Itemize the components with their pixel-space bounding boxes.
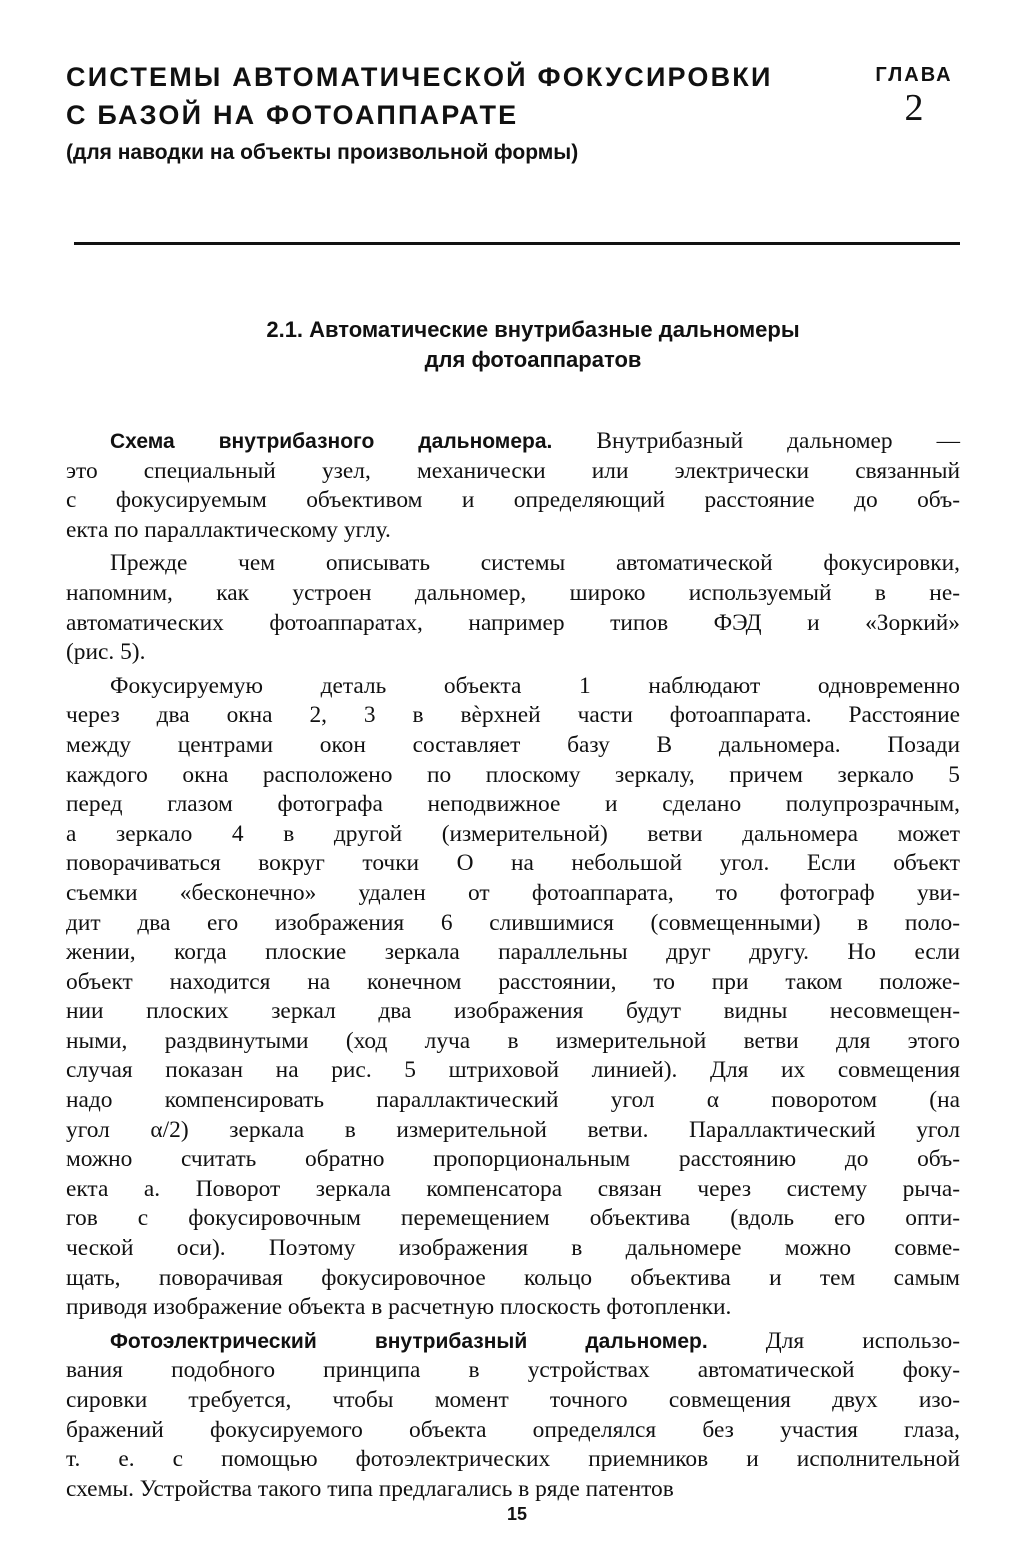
line-text: т. е. с помощью фотоэлектрических приемников и исполнительной <box>66 1446 960 1473</box>
text-line <box>66 1056 960 1086</box>
text-line <box>66 761 960 791</box>
text-line <box>66 1386 960 1416</box>
text-line <box>66 1327 960 1357</box>
section-title-line: 2.1. Автоматические внутрибазные дальномеры <box>266 317 800 342</box>
text-line <box>66 579 960 609</box>
text-line <box>66 1445 960 1475</box>
line-text: перед глазом фотографа неподвижное и сделано полупрозрачным, <box>66 791 960 818</box>
text-line <box>66 1234 960 1264</box>
text-line <box>66 701 960 731</box>
text-line <box>66 1293 960 1323</box>
line-text: приводя изображение объекта в расчетную плоскость фотопленки. <box>66 1294 732 1321</box>
line-text: екта a. Поворот зеркала компенсатора связан через систему рыча- <box>66 1175 960 1202</box>
text-line <box>66 457 960 487</box>
paragraph <box>66 672 960 1323</box>
line-text: это специальный узел, механически или электрически связанный <box>66 457 960 484</box>
page-number: 15 <box>506 1504 528 1524</box>
text-line <box>66 427 960 457</box>
line-text: сировки требуется, чтобы момент точного совмещения двух изо- <box>66 1387 960 1413</box>
line-text: случая показан на рис. 5 штриховой линией). Для их совмещения <box>66 1057 960 1084</box>
line-text: жении, когда плоские зеркала параллельны друг другу. Но если <box>66 939 960 966</box>
text-line <box>66 1145 960 1175</box>
line-text: через два окна 2, 3 в вèрхней части фотоаппарата. Расстояние <box>66 702 960 729</box>
text-line <box>66 1027 960 1057</box>
text-line <box>66 1175 960 1205</box>
line-text: Фокусируемую деталь объекта 1 наблюдают одновременно <box>110 672 960 699</box>
section-title-line: для фотоаппаратов <box>424 347 642 372</box>
run-in-heading: Фотоэлектрический внутрибазный дальномер. <box>110 1329 708 1353</box>
line-text: бражений фокусируемого объекта определялся без участия глаза, <box>66 1416 960 1443</box>
line-text: напомним, как устроен дальномер, широко используемый в не- <box>66 579 960 606</box>
horizontal-rule <box>74 242 960 245</box>
chapter-number: 2 <box>904 87 924 129</box>
text-line <box>66 549 960 579</box>
line-text: между центрами окон составляет базу B дальномера. Позади <box>66 731 960 758</box>
text-line <box>66 879 960 909</box>
text-line <box>66 909 960 939</box>
text-line <box>66 1264 960 1294</box>
line-text: екта по параллактическому углу. <box>66 516 391 543</box>
line-text: каждого окна расположено по плоскому зеркалу, причем зеркало 5 <box>66 761 960 788</box>
paragraph <box>66 427 960 545</box>
line-text: с фокусируемым объективом и определяющий расстояние до объ- <box>66 487 960 514</box>
line-text: нии плоских зеркал два изображения будут видны несовмещен- <box>66 998 960 1025</box>
line-text: съемки «бесконечно» удален от фотоаппарата, то фотограф уви- <box>66 879 960 906</box>
text-line <box>66 609 960 639</box>
text-line <box>66 638 960 668</box>
text-line <box>66 820 960 850</box>
text-line <box>66 968 960 998</box>
line-text: ными, раздвинутыми (ход луча в измерительной ветви для этого <box>66 1027 960 1054</box>
page <box>66 58 960 1504</box>
text-line <box>66 1475 960 1505</box>
line-text: вания подобного принципа в устройствах автоматической фоку- <box>66 1357 960 1384</box>
paragraph <box>66 1327 960 1505</box>
body-text <box>66 427 960 1504</box>
text-line <box>66 672 960 702</box>
line-text: Для использо- <box>707 1327 960 1354</box>
line-text: Прежде чем описывать системы автоматической фокусировки, <box>110 550 960 577</box>
chapter-header <box>66 58 960 170</box>
chapter-title-line: С БАЗОЙ НА ФОТОАППАРАТЕ <box>66 100 519 130</box>
line-text: угол α/2) зеркала в измерительной ветви. Параллактический угол <box>66 1116 960 1143</box>
chapter-word: ГЛАВА <box>875 64 953 86</box>
text-line <box>66 731 960 761</box>
chapter-label <box>868 62 960 128</box>
text-line <box>66 938 960 968</box>
chapter-heading <box>66 58 773 170</box>
chapter-subtitle: (для наводки на объекты произвольной формы) <box>66 141 579 164</box>
line-text: Внутрибазный дальномер — <box>552 428 961 454</box>
text-line <box>66 1116 960 1146</box>
line-text: объект находится на конечном расстоянии, то при таком положе- <box>66 968 960 995</box>
line-text: ческой оси). Поэтому изображения в дальномере можно совме- <box>66 1235 960 1262</box>
paragraph <box>66 549 960 667</box>
text-line <box>66 1416 960 1446</box>
text-line <box>66 1356 960 1386</box>
run-in-heading: Схема внутрибазного дальномера. <box>110 430 553 453</box>
line-text: схемы. Устройства такого типа предлагались в ряде патентов <box>66 1475 674 1502</box>
text-line <box>66 486 960 516</box>
line-text: надо компенсировать параллактический угол α поворотом (на <box>66 1087 960 1114</box>
line-text: а зеркало 4 в другой (измерительной) ветви дальномера может <box>66 820 960 847</box>
line-text: щать, поворачивая фокусировочное кольцо объектива и тем самым <box>66 1264 960 1291</box>
text-line <box>66 997 960 1027</box>
line-text: можно считать обратно пропорциональным расстоянию до объ- <box>66 1146 960 1173</box>
chapter-title <box>66 58 773 134</box>
text-line <box>66 1086 960 1116</box>
line-text: (рис. 5). <box>66 639 146 666</box>
text-line <box>66 849 960 879</box>
line-text: дит два его изображения 6 слившимися (совмещенными) в поло- <box>66 909 960 936</box>
text-line <box>66 790 960 820</box>
chapter-title-line: СИСТЕМЫ АВТОМАТИЧЕСКОЙ ФОКУСИРОВКИ <box>66 62 773 92</box>
section-title <box>66 315 960 375</box>
text-line <box>66 1204 960 1234</box>
line-text: гов с фокусировочным перемещением объектива (вдоль его опти- <box>66 1205 960 1232</box>
line-text: поворачиваться вокруг точки O на небольшой угол. Если объект <box>66 850 960 877</box>
line-text: автоматических фотоаппаратах, например типов ФЭД и «Зоркий» <box>66 609 960 636</box>
text-line <box>66 516 960 546</box>
